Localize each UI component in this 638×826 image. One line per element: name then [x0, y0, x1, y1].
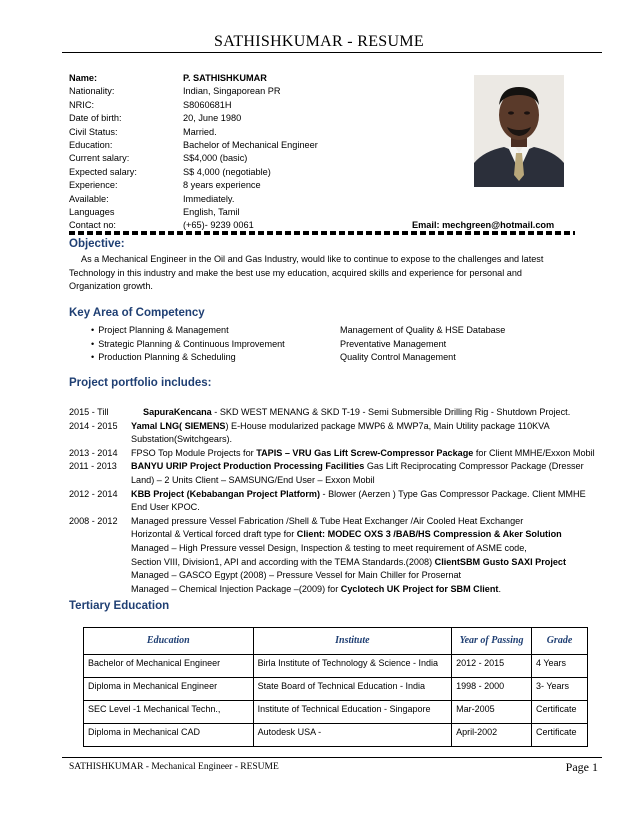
info-value: (+65)- 9239 0061	[183, 220, 254, 231]
portfolio-row	[69, 515, 609, 529]
info-label: Nationality:	[69, 86, 115, 97]
info-label: Current salary:	[69, 153, 130, 164]
portfolio-row	[69, 433, 609, 447]
info-label: NRIC:	[69, 99, 95, 110]
table-cell: Diploma in Mechanical CAD	[84, 724, 254, 747]
info-value: S8060681H	[183, 99, 232, 110]
portfolio-text	[131, 420, 550, 434]
portfolio-row	[69, 583, 609, 597]
footer-text: SATHISHKUMAR - Mechanical Engineer - RESUME	[69, 762, 279, 772]
info-value: S$4,000 (basic)	[183, 153, 248, 164]
page-title: SATHISHKUMAR - RESUME	[214, 33, 424, 50]
portfolio-desc: - SKD WEST MENANG & SKD T-19 - Semi Submersible Drilling Rig - Shutdown Project.	[211, 407, 571, 417]
objective-heading: Objective:	[69, 238, 125, 250]
info-label: Education:	[69, 139, 113, 150]
info-label: Date of birth:	[69, 113, 122, 124]
portfolio-desc: End User KPOC.	[131, 502, 200, 513]
portfolio-bold: KBB Project (Kebabangan Project Platform)	[131, 488, 320, 499]
portfolio-desc: Managed – GASCO Egypt (2008) – Pressure Vessel for Main Chiller for Prosernat	[131, 570, 462, 581]
portfolio-text	[131, 447, 595, 461]
table-cell: Certificate	[531, 724, 587, 747]
portfolio-pre: Horizontal & Vertical forced draft type for	[131, 529, 297, 540]
portfolio-bold: TAPIS – VRU Gas Lift Screw-Compressor Package	[256, 447, 474, 458]
table-cell: 4 Years	[531, 655, 587, 678]
table-row	[84, 655, 588, 678]
info-value: Married.	[183, 126, 217, 137]
portfolio-year: 2015 - Till	[69, 407, 109, 417]
objective-text: As a Mechanical Engineer in the Oil and Gas Industry, would like to continue to expose to the challenges and latest Technology in this industry and make the best use my education, acquired skills and experience for personal and Organization growth.	[69, 254, 544, 292]
info-label: Contact no:	[69, 220, 116, 231]
portfolio-row	[69, 556, 609, 570]
portfolio-row	[69, 460, 609, 474]
competency-list-right	[340, 324, 505, 365]
education-heading: Tertiary Education	[69, 600, 170, 612]
portfolio-bold: Client: MODEC OXS 3 /BAB/HS Compression & Aker Solution	[296, 529, 562, 540]
table-cell: Autodesk USA -	[253, 724, 452, 747]
portfolio-year: 2014 - 2015	[69, 420, 118, 431]
portfolio-text	[131, 460, 584, 474]
info-label: Name:	[69, 73, 98, 83]
portfolio-text	[143, 406, 570, 420]
portfolio-row	[69, 488, 609, 502]
portfolio-bold: Cyclotech UK Project for SBM Client	[340, 583, 499, 594]
footer-divider	[62, 757, 602, 758]
table-row	[84, 678, 588, 701]
column-header: Education	[84, 628, 254, 655]
portfolio-row	[69, 501, 609, 515]
table-cell: Bachelor of Mechanical Engineer	[84, 655, 254, 678]
table-cell: 3- Years	[531, 678, 587, 701]
title-divider	[62, 52, 602, 53]
info-label: Experience:	[69, 180, 118, 191]
table-cell: Certificate	[531, 701, 587, 724]
info-label: Languages	[69, 206, 115, 217]
competency-item: • Project Planning & Management	[91, 324, 285, 338]
info-label: Civil Status:	[69, 126, 118, 137]
info-value: English, Tamil	[183, 206, 240, 217]
portfolio-bold: BANYU URIP Project Production Processing Facilities	[131, 461, 365, 472]
table-row	[84, 701, 588, 724]
info-value: P. SATHISHKUMAR	[183, 73, 267, 83]
portfolio-desc: for Client MMHE/Exxon Mobil	[473, 447, 595, 458]
info-value: S$ 4,000 (negotiable)	[183, 166, 271, 177]
table-cell: Birla Institute of Technology & Science - India	[253, 655, 452, 678]
portfolio-row	[69, 542, 609, 556]
info-label: Expected salary:	[69, 166, 137, 177]
portfolio-list	[69, 406, 609, 596]
competency-item: Preventative Management	[340, 338, 447, 349]
portfolio-pre: Managed – Chemical Injection Package –(2009) for	[131, 583, 341, 594]
portfolio-row	[69, 447, 609, 461]
portfolio-row	[69, 474, 609, 488]
portfolio-desc: Substation(Switchgears).	[131, 434, 233, 445]
education-table	[83, 627, 588, 747]
page-number: Page 1	[565, 760, 598, 774]
portfolio-year: 2013 - 2014	[69, 447, 118, 458]
table-cell: Mar-2005	[452, 701, 532, 724]
portfolio-text	[131, 488, 586, 502]
portfolio-desc: Managed – High Pressure vessel Design, Inspection & testing to meet requirement of ASME code,	[131, 542, 527, 553]
portfolio-row	[69, 406, 609, 420]
table-cell: Institute of Technical Education - Singapore	[253, 701, 452, 724]
portfolio-bold: ClientSBM Gusto SAXI Project	[434, 556, 566, 567]
portrait-illustration	[474, 75, 564, 187]
portfolio-desc: Land) – 2 Units Client – SAMSUNG/End User – Exxon Mobil	[131, 474, 375, 485]
table-cell: State Board of Technical Education - India	[253, 678, 452, 701]
portfolio-year: 2008 - 2012	[69, 515, 118, 526]
info-value: Bachelor of Mechanical Engineer	[183, 139, 318, 150]
table-header-row	[84, 628, 588, 655]
portfolio-desc: Managed pressure Vessel Fabrication /Shell & Tube Heat Exchanger /Air Cooled Heat Exchanger	[131, 515, 524, 526]
portfolio-year: 2011 - 2013	[69, 461, 117, 472]
competency-item: Quality Control Management	[340, 352, 456, 363]
info-value: Indian, Singaporean PR	[183, 86, 281, 97]
competency-item: • Strategic Planning & Continuous Improvement	[91, 338, 285, 352]
email-link[interactable]: Email: mechgreen@hotmail.com	[412, 220, 555, 231]
competency-item: Management of Quality & HSE Database	[340, 325, 506, 335]
portfolio-desc: .	[498, 583, 501, 594]
section-divider	[69, 231, 575, 235]
portfolio-bold: SapuraKencana	[143, 407, 212, 417]
portfolio-bold: Yamal LNG( SIEMENS	[131, 420, 226, 431]
portfolio-text	[131, 583, 501, 597]
column-header: Year of Passing	[452, 628, 532, 655]
portfolio-row	[69, 569, 609, 583]
portfolio-desc: ) E-House modularized package MWP6 & MWP7a, Main Utility package 110KVA	[225, 420, 550, 431]
competency-list-left	[91, 324, 285, 365]
table-cell: 2012 - 2015	[452, 655, 532, 678]
table-cell: April-2002	[452, 724, 532, 747]
column-header: Grade	[531, 628, 587, 655]
competency-heading: Key Area of Competency	[69, 307, 205, 319]
info-label: Available:	[69, 193, 109, 204]
table-cell: SEC Level -1 Mechanical Techn.,	[84, 701, 254, 724]
portfolio-text	[131, 528, 562, 542]
portfolio-desc: - Blower (Aerzen ) Type Gas Compressor Package. Client MMHE	[319, 488, 586, 499]
portfolio-year: 2012 - 2014	[69, 488, 118, 499]
portfolio-desc: Gas Lift Reciprocating Compressor Package (Dresser	[364, 461, 584, 472]
table-cell: 1998 - 2000	[452, 678, 532, 701]
portfolio-row	[69, 528, 609, 542]
portfolio-row	[69, 420, 609, 434]
competency-item: • Production Planning & Scheduling	[91, 351, 285, 365]
portfolio-pre: FPSO Top Module Projects for	[131, 447, 257, 458]
info-value: 20, June 1980	[183, 113, 242, 124]
table-cell: Diploma in Mechanical Engineer	[84, 678, 254, 701]
portfolio-pre: Section VIII, Division1, API and according with the TEMA Standards.(2008)	[131, 556, 435, 567]
portfolio-text	[131, 556, 566, 570]
info-value: 8 years experience	[183, 180, 261, 191]
profile-photo	[474, 75, 564, 187]
table-row	[84, 724, 588, 747]
portfolio-heading: Project portfolio includes:	[69, 377, 212, 389]
column-header: Institute	[253, 628, 452, 655]
info-value: Immediately.	[183, 193, 235, 204]
